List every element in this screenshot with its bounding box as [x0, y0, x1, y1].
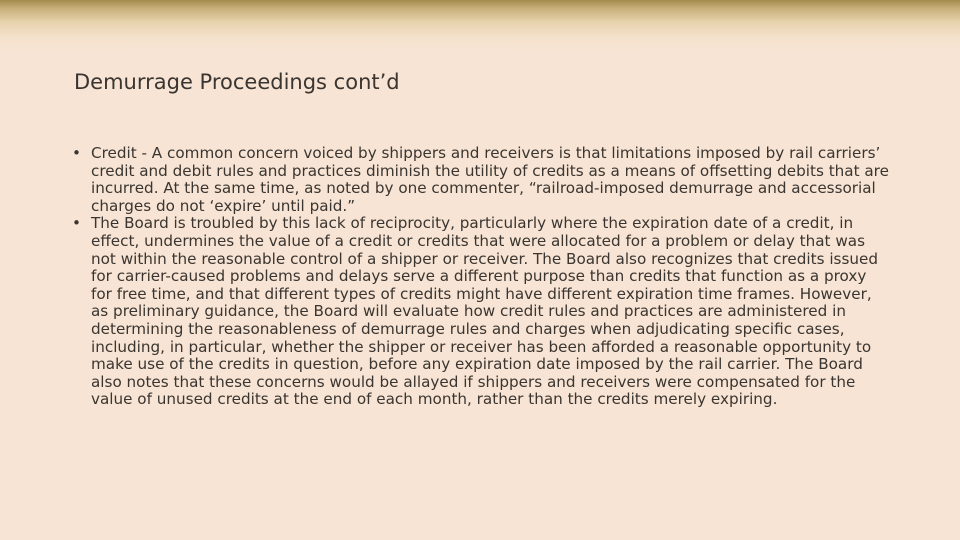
- bullet-marker: •: [72, 144, 81, 162]
- bullet-text: The Board is troubled by this lack of reciprocity, particularly where the expiration date of a credit, in effect, undermines the value of a credit or credits that were allocated for a problem or delay that was not within the reasonable control of a shipper or receiver. The Board also recognizes that credits issued for carrier-caused problems and delays serve a different purpose than credits that function as a proxy for free time, and that different types of credits might have different expiration time frames. However, as preliminary guidance, the Board will evaluate how credit rules and practices are administered in determining the reasonableness of demurrage rules and charges when adjudicating specific cases, including, in particular, whether the shipper or receiver has been afforded a reasonable opportunity to make use of the credits in question, before any expiration date imposed by the rail carrier. The Board also notes that these concerns would be allayed if shippers and receivers were compensated for the value of unused credits at the end of each month, rather than the credits merely expiring.: [91, 214, 878, 409]
- bullet-text: Credit - A common concern voiced by shippers and receivers is that limitations imposed by rail carriers’ credit and debit rules and practices diminish the utility of credits as a means of offsetting debits that are incurred. At the same time, as noted by one commenter, “railroad-imposed demurrage and accessorial charges do not ‘expire’ until paid.”: [91, 144, 889, 215]
- bullet-item-credit: [72, 145, 892, 215]
- bullet-list: [72, 145, 892, 409]
- bullet-marker: •: [72, 214, 81, 233]
- slide-title: Demurrage Proceedings cont’d: [74, 70, 400, 94]
- bullet-item-board: [72, 215, 892, 409]
